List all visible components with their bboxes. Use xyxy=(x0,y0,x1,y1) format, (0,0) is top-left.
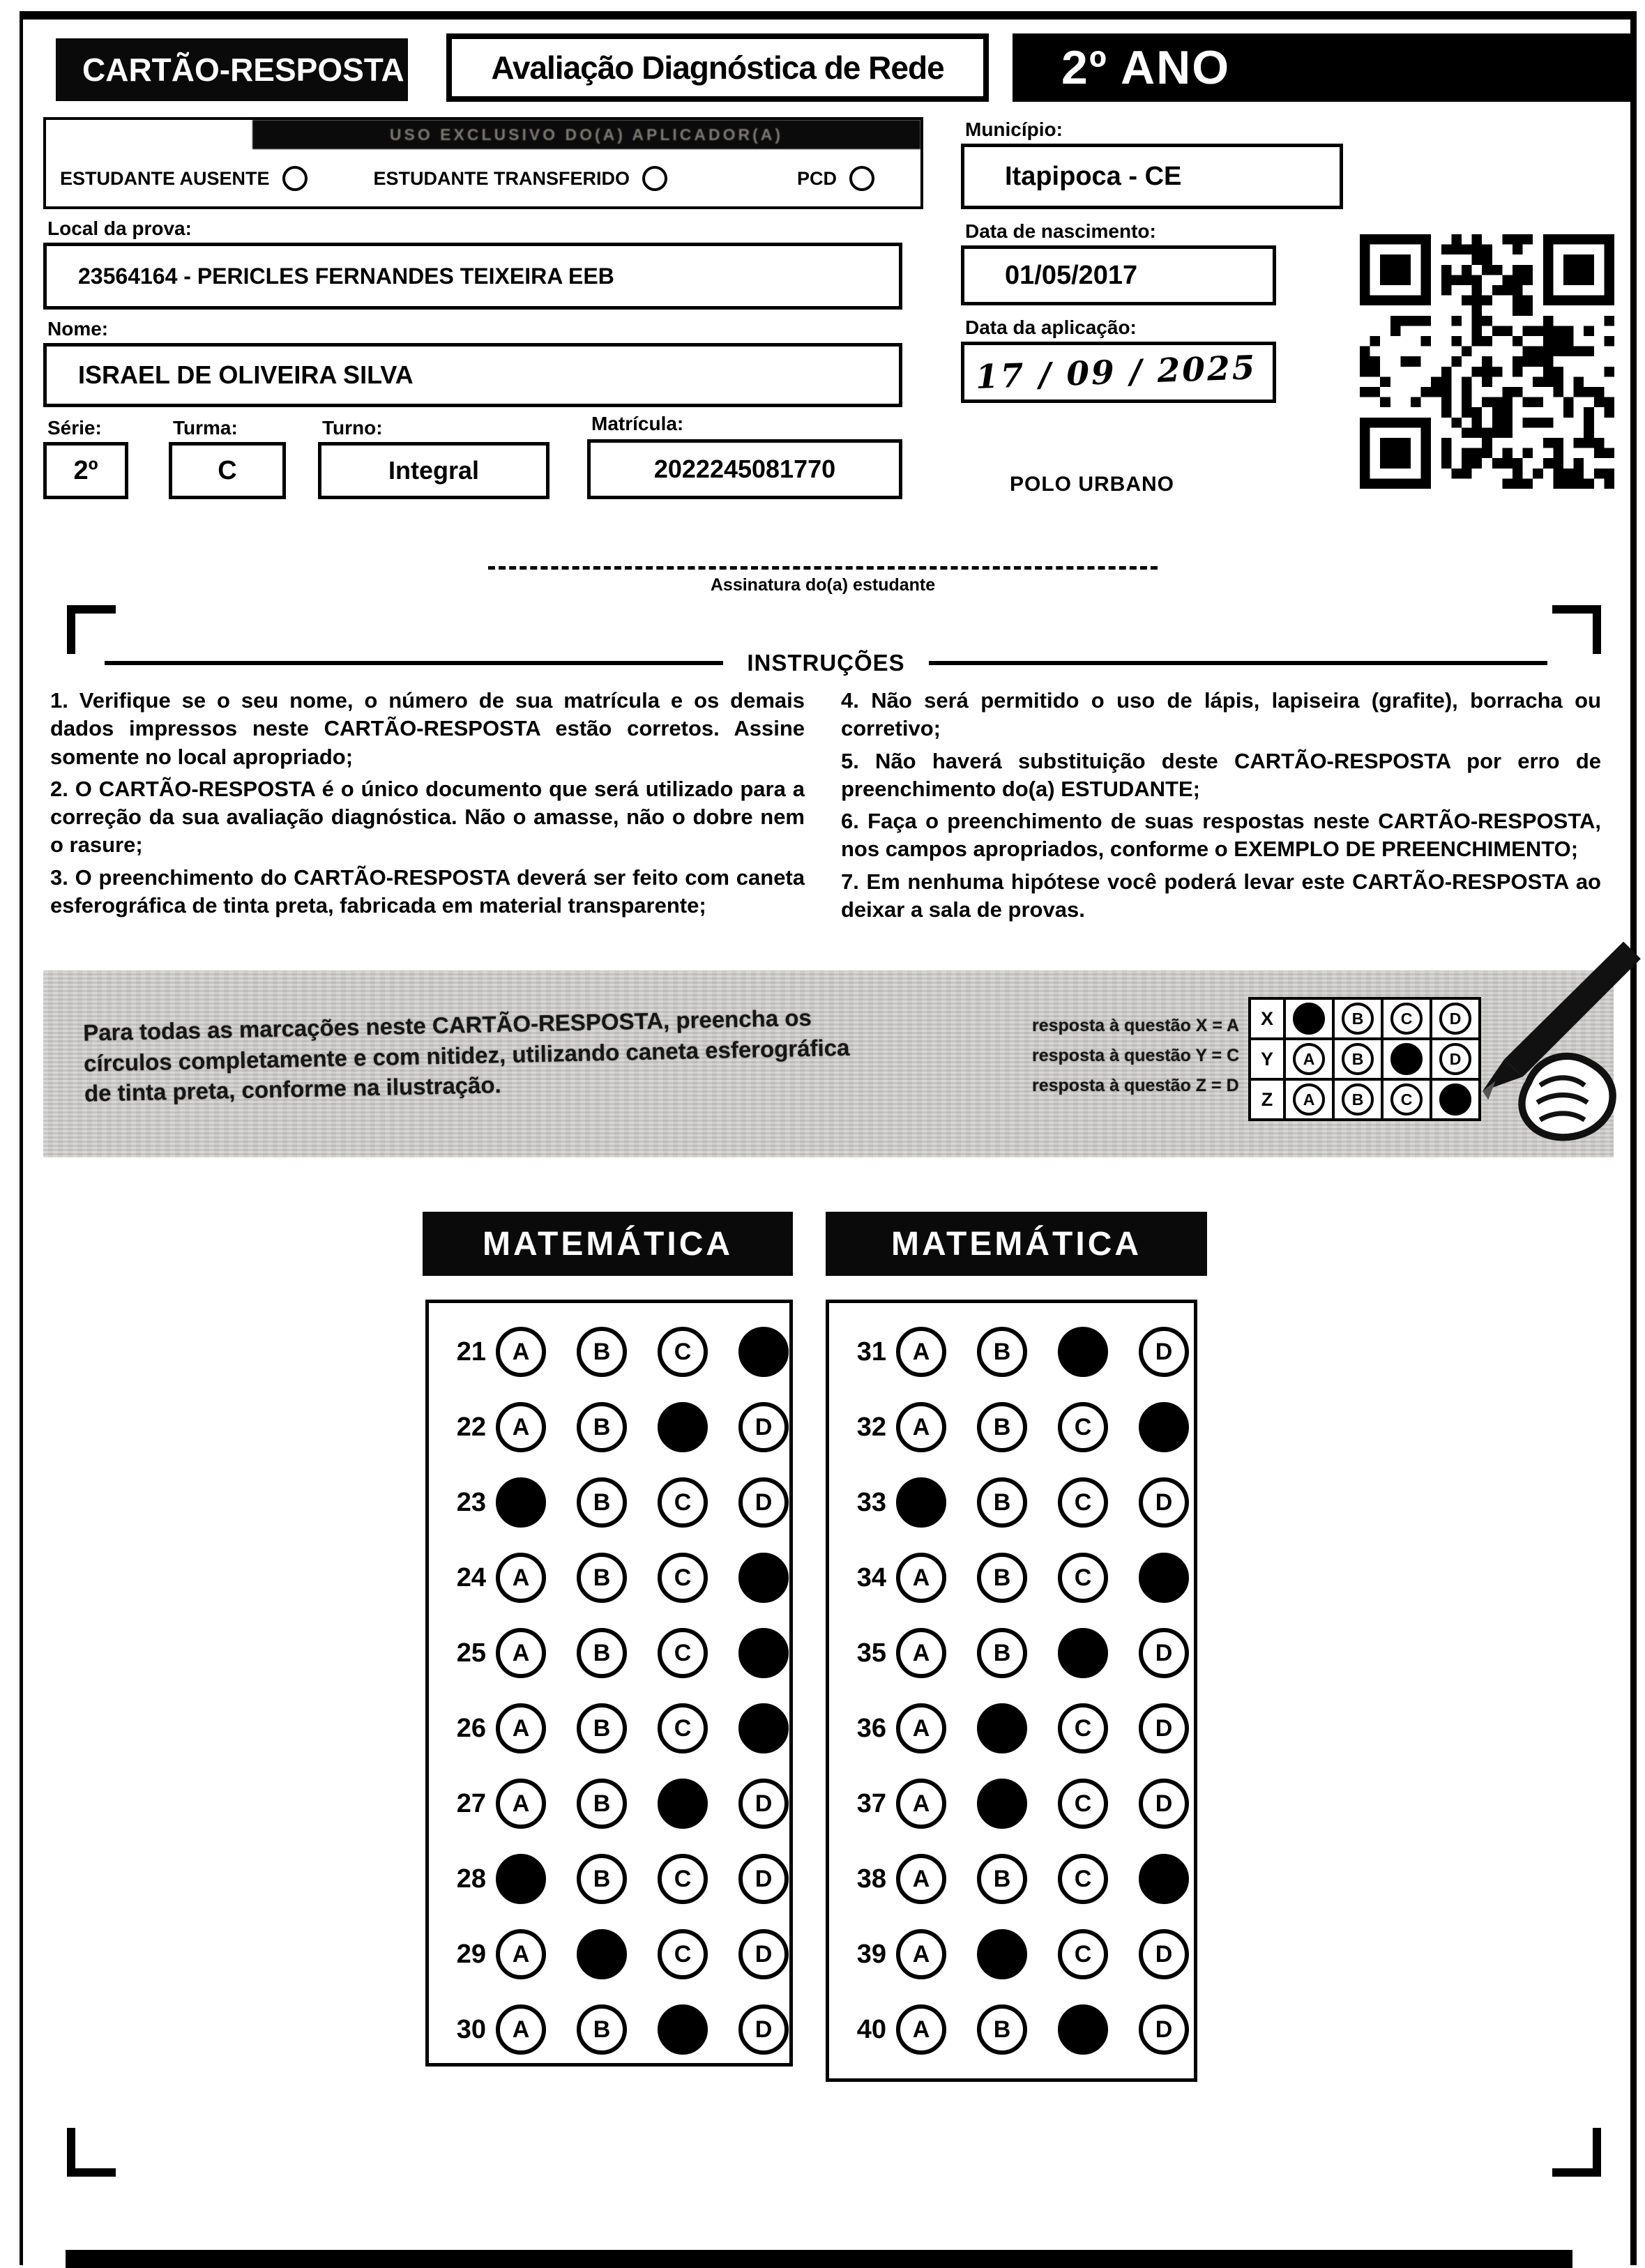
municipio-value: Itapipoca - CE xyxy=(961,144,1343,209)
signature-label: Assinatura do(a) estudante xyxy=(710,575,936,595)
bubble-26-A[interactable]: A xyxy=(496,1703,546,1753)
question-row-36 xyxy=(843,1691,1194,1766)
question-row-31 xyxy=(843,1314,1194,1390)
question-row-30 xyxy=(443,1992,789,2067)
estudante-ausente-bubble[interactable] xyxy=(282,166,308,191)
checkbox-estudante-transferido xyxy=(374,166,668,191)
bubble-24-A[interactable]: A xyxy=(496,1553,546,1603)
bubble-36-B-filled[interactable] xyxy=(977,1703,1027,1753)
example-cell-Y-A xyxy=(1283,1037,1335,1081)
polo-urbano-label: POLO URBANO xyxy=(1010,473,1174,496)
bubble-38-B[interactable]: B xyxy=(977,1854,1027,1904)
question-row-35 xyxy=(843,1615,1194,1691)
municipio-label: Município: xyxy=(965,119,1063,140)
corner-mark-top-left-icon xyxy=(67,605,116,654)
question-row-21 xyxy=(443,1314,789,1390)
question-row-34 xyxy=(843,1540,1194,1615)
nascimento-label: Data de nascimento: xyxy=(965,220,1156,242)
bubble-27-A[interactable]: A xyxy=(496,1779,546,1829)
bubble-21-C[interactable]: C xyxy=(658,1327,708,1377)
instructions-title: INSTRUÇÕES xyxy=(747,650,905,676)
bubble-40-C-filled[interactable] xyxy=(1058,2004,1108,2055)
turma-label: Turma: xyxy=(173,417,238,439)
aplicacao-value[interactable] xyxy=(961,342,1276,403)
question-number-26: 26 xyxy=(456,1713,486,1743)
bubble-34-A[interactable]: A xyxy=(896,1553,946,1603)
bubble-23-C[interactable]: C xyxy=(658,1477,708,1528)
example-cell-Y-B xyxy=(1332,1037,1384,1081)
bubble-30-A[interactable]: A xyxy=(496,2004,546,2055)
question-row-38 xyxy=(843,1841,1194,1917)
bubble-33-D[interactable]: D xyxy=(1139,1477,1189,1528)
instructions-header xyxy=(105,650,1547,676)
serie-label: Série: xyxy=(47,417,102,439)
bubble-25-B[interactable]: B xyxy=(577,1628,627,1678)
bubble-22-B[interactable]: B xyxy=(577,1402,627,1452)
example-text: Para todas as marcações neste CARTÃO-RESPOSTA, preencha os círculos completamente e com nitidez, utilizando caneta esferográfica de tinta preta, conforme na ilustração. xyxy=(82,1004,850,1106)
signature-line xyxy=(488,566,1158,570)
checkbox-estudante-ausente xyxy=(60,166,308,191)
bubble-26-D-filled[interactable] xyxy=(738,1703,789,1753)
bubble-28-D[interactable]: D xyxy=(738,1854,789,1904)
bubble-27-C-filled[interactable] xyxy=(658,1779,708,1829)
question-number-33: 33 xyxy=(856,1487,886,1517)
bubble-33-A-filled[interactable] xyxy=(896,1477,946,1528)
instruction-item: 3. O preenchimento do CARTÃO-RESPOSTA deverá ser feito com caneta esferográfica de tinta preta, fabricada em material transparente; xyxy=(50,865,805,918)
bubble-21-B[interactable]: B xyxy=(577,1327,627,1377)
question-number-23: 23 xyxy=(456,1487,486,1517)
question-row-28 xyxy=(443,1841,789,1917)
bubble-27-D[interactable]: D xyxy=(738,1779,789,1829)
bubble-26-C[interactable]: C xyxy=(658,1703,708,1753)
example-bubble-X-C: C xyxy=(1390,1003,1423,1035)
question-row-25 xyxy=(443,1615,789,1691)
bubble-38-C[interactable]: C xyxy=(1058,1854,1108,1904)
question-number-24: 24 xyxy=(456,1562,486,1592)
example-row-label: X xyxy=(1248,997,1286,1040)
example-legend-y: resposta à questão Y = C xyxy=(1032,1046,1240,1065)
nome-value: ISRAEL DE OLIVEIRA SILVA xyxy=(43,343,902,407)
corner-mark-bottom-right-icon xyxy=(1552,2128,1601,2177)
bubble-35-B[interactable]: B xyxy=(977,1628,1027,1678)
hand-with-pen-icon xyxy=(1413,941,1644,1150)
nascimento-value: 01/05/2017 xyxy=(961,245,1276,305)
question-number-37: 37 xyxy=(856,1788,886,1818)
section-title-matematica-1: MATEMÁTICA xyxy=(423,1212,793,1276)
question-number-30: 30 xyxy=(456,2014,486,2044)
question-row-40 xyxy=(843,1992,1194,2067)
bubble-32-B[interactable]: B xyxy=(977,1402,1027,1452)
bubble-23-B[interactable]: B xyxy=(577,1477,627,1528)
example-bubble-Y-A: A xyxy=(1293,1043,1325,1075)
local-da-prova-label: Local da prova: xyxy=(47,218,192,239)
example-cell-X-A xyxy=(1283,997,1335,1040)
question-number-40: 40 xyxy=(856,2014,886,2044)
bubble-21-D-filled[interactable] xyxy=(738,1327,789,1377)
bubble-31-A[interactable]: A xyxy=(896,1327,946,1377)
bubble-23-D[interactable]: D xyxy=(738,1477,789,1528)
bubble-22-C-filled[interactable] xyxy=(658,1402,708,1452)
checkbox-pcd xyxy=(797,166,874,191)
bubble-22-A[interactable]: A xyxy=(496,1402,546,1452)
bubble-39-C[interactable]: C xyxy=(1058,1929,1108,1979)
question-number-35: 35 xyxy=(856,1638,886,1668)
question-number-34: 34 xyxy=(856,1562,886,1592)
estudante-transferido-bubble[interactable] xyxy=(642,166,667,191)
instructions-column-left xyxy=(50,687,805,924)
handwritten-date: 17 / 09 / 2025 xyxy=(975,348,1258,397)
question-number-36: 36 xyxy=(856,1713,886,1743)
question-number-27: 27 xyxy=(456,1788,486,1818)
example-row-label: Y xyxy=(1248,1037,1286,1081)
checkbox-label-estudante-ausente: ESTUDANTE AUSENTE xyxy=(60,167,270,189)
bubble-27-B[interactable]: B xyxy=(577,1779,627,1829)
example-bubble-Z-B: B xyxy=(1342,1083,1374,1116)
bubble-24-C[interactable]: C xyxy=(658,1553,708,1603)
question-number-32: 32 xyxy=(856,1412,886,1442)
matricula-label: Matrícula: xyxy=(591,413,684,434)
example-bubble-X-B: B xyxy=(1342,1003,1374,1035)
serie-value: 2º xyxy=(43,442,128,499)
example-legend-x: resposta à questão X = A xyxy=(1032,1016,1240,1035)
question-number-38: 38 xyxy=(856,1864,886,1894)
applicator-box xyxy=(43,117,923,209)
bubble-26-B[interactable]: B xyxy=(577,1703,627,1753)
turma-value: C xyxy=(169,442,286,499)
bubble-28-C[interactable]: C xyxy=(658,1854,708,1904)
bubble-36-A[interactable]: A xyxy=(896,1703,946,1753)
question-number-28: 28 xyxy=(456,1864,486,1894)
bubble-28-A-filled[interactable] xyxy=(496,1854,546,1904)
pcd-bubble[interactable] xyxy=(849,166,874,191)
question-row-27 xyxy=(443,1766,789,1841)
bubble-39-B-filled[interactable] xyxy=(977,1929,1027,1979)
bubble-36-D[interactable]: D xyxy=(1139,1703,1189,1753)
bubble-22-D[interactable]: D xyxy=(738,1402,789,1452)
page-subtitle: Avaliação Diagnóstica de Rede xyxy=(446,33,989,102)
question-row-26 xyxy=(443,1691,789,1766)
turno-value: Integral xyxy=(318,442,549,499)
bubble-25-A[interactable]: A xyxy=(496,1628,546,1678)
answer-block-31-40 xyxy=(826,1300,1197,2082)
corner-mark-bottom-left-icon xyxy=(67,2128,116,2177)
example-bubble-Z-C: C xyxy=(1390,1083,1423,1116)
example-bubble-X-D: D xyxy=(1439,1003,1471,1035)
bubble-35-D[interactable]: D xyxy=(1139,1628,1189,1678)
instructions-rule-right xyxy=(929,661,1547,665)
example-cell-Z-B xyxy=(1332,1078,1384,1121)
bubble-40-A[interactable]: A xyxy=(896,2004,946,2055)
question-number-21: 21 xyxy=(456,1337,486,1367)
qr-code xyxy=(1360,234,1614,489)
bubble-37-D[interactable]: D xyxy=(1139,1779,1189,1829)
bubble-29-C[interactable]: C xyxy=(658,1929,708,1979)
bottom-registration-bar xyxy=(66,2250,1572,2268)
example-bubble-Z-A: A xyxy=(1293,1083,1325,1116)
instruction-item: 4. Não será permitido o uso de lápis, lapiseira (grafite), borracha ou corretivo; xyxy=(841,688,1601,741)
checkbox-row xyxy=(60,166,874,191)
bubble-32-A[interactable]: A xyxy=(896,1402,946,1452)
question-row-23 xyxy=(443,1465,789,1540)
instruction-item: 1. Verifique se o seu nome, o número de sua matrícula e os demais dados impressos neste CARTÃO-RESPOSTA estão corretos. Assine somente no local apropriado; xyxy=(50,688,805,769)
local-da-prova-value: 23564164 - PERICLES FERNANDES TEIXEIRA EEB xyxy=(43,243,902,310)
bubble-30-C-filled[interactable] xyxy=(658,2004,708,2055)
bubble-33-B[interactable]: B xyxy=(977,1477,1027,1528)
bubble-39-D[interactable]: D xyxy=(1139,1929,1189,1979)
page-title: CARTÃO-RESPOSTA xyxy=(56,38,408,101)
checkbox-label-pcd: PCD xyxy=(796,167,837,189)
question-number-25: 25 xyxy=(456,1638,486,1668)
question-number-29: 29 xyxy=(456,1939,486,1969)
instructions-rule-left xyxy=(105,661,723,665)
bubble-37-B-filled[interactable] xyxy=(977,1779,1027,1829)
grade-banner: 2º ANO xyxy=(1013,33,1630,102)
question-row-37 xyxy=(843,1766,1194,1841)
bubble-40-D[interactable]: D xyxy=(1139,2004,1189,2055)
bubble-36-C[interactable]: C xyxy=(1058,1703,1108,1753)
example-cell-X-B xyxy=(1332,997,1384,1040)
checkbox-label-estudante-transferido: ESTUDANTE TRANSFERIDO xyxy=(373,167,630,189)
bubble-38-D-filled[interactable] xyxy=(1139,1854,1189,1904)
bubble-24-B[interactable]: B xyxy=(577,1553,627,1603)
instructions-column-right xyxy=(841,687,1601,928)
instruction-item: 6. Faça o preenchimento de suas respostas neste CARTÃO-RESPOSTA, nos campos apropriados, conforme o EXEMPLO DE PREENCHIMENTO; xyxy=(841,809,1601,862)
example-legend-z: resposta à questão Z = D xyxy=(1032,1076,1239,1095)
example-box xyxy=(43,971,1614,1157)
bubble-34-D-filled[interactable] xyxy=(1139,1553,1189,1603)
example-cell-Z-A xyxy=(1283,1078,1335,1121)
bubble-31-B[interactable]: B xyxy=(977,1327,1027,1377)
bubble-30-B[interactable]: B xyxy=(577,2004,627,2055)
question-row-33 xyxy=(843,1465,1194,1540)
bubble-29-B-filled[interactable] xyxy=(577,1929,627,1979)
instruction-item: 7. Em nenhuma hipótese você poderá levar este CARTÃO-RESPOSTA ao deixar a sala de provas. xyxy=(841,869,1601,922)
example-row-label: Z xyxy=(1248,1078,1286,1121)
bubble-37-A[interactable]: A xyxy=(896,1779,946,1829)
example-legend xyxy=(1032,1011,1239,1101)
bubble-31-C-filled[interactable] xyxy=(1058,1327,1108,1377)
bubble-29-A[interactable]: A xyxy=(496,1929,546,1979)
instruction-item: 5. Não haverá substituição deste CARTÃO-RESPOSTA por erro de preenchimento do(a) ESTUDANTE; xyxy=(841,748,1601,801)
question-row-24 xyxy=(443,1540,789,1615)
answer-block-21-30 xyxy=(425,1300,793,2067)
aplicacao-label: Data da aplicação: xyxy=(965,317,1137,338)
turno-label: Turno: xyxy=(322,417,383,439)
bubble-25-D-filled[interactable] xyxy=(738,1628,789,1678)
bubble-40-B[interactable]: B xyxy=(977,2004,1027,2055)
bubble-38-A[interactable]: A xyxy=(896,1854,946,1904)
bubble-39-A[interactable]: A xyxy=(896,1929,946,1979)
bubble-32-D-filled[interactable] xyxy=(1139,1402,1189,1452)
bubble-35-A[interactable]: A xyxy=(896,1628,946,1678)
bubble-31-D[interactable]: D xyxy=(1139,1327,1189,1377)
nome-label: Nome: xyxy=(47,318,109,340)
bubble-35-C-filled[interactable] xyxy=(1058,1628,1108,1678)
bubble-37-C[interactable]: C xyxy=(1058,1779,1108,1829)
question-row-32 xyxy=(843,1390,1194,1465)
question-row-29 xyxy=(443,1917,789,1992)
bubble-24-D-filled[interactable] xyxy=(738,1553,789,1603)
question-number-22: 22 xyxy=(456,1412,486,1442)
applicator-bar: USO EXCLUSIVO DO(A) APLICADOR(A) xyxy=(252,120,920,149)
bubble-23-A-filled[interactable] xyxy=(496,1477,546,1528)
example-bubble-Y-B: B xyxy=(1342,1043,1374,1075)
bubble-29-D[interactable]: D xyxy=(738,1929,789,1979)
question-number-39: 39 xyxy=(856,1939,886,1969)
bubble-33-C[interactable]: C xyxy=(1058,1477,1108,1528)
section-title-matematica-2: MATEMÁTICA xyxy=(826,1212,1207,1276)
question-row-22 xyxy=(443,1390,789,1465)
example-bubble-X-A-filled xyxy=(1293,1003,1325,1035)
matricula-value: 2022245081770 xyxy=(587,439,902,499)
instruction-item: 2. O CARTÃO-RESPOSTA é o único documento que será utilizado para a correção da sua avaliação diagnóstica. Não o amasse, não o dobre nem o rasure; xyxy=(50,776,805,858)
question-row-39 xyxy=(843,1917,1194,1992)
example-bubble-Y-D: D xyxy=(1439,1043,1471,1075)
bubble-32-C[interactable]: C xyxy=(1058,1402,1108,1452)
bubble-34-B[interactable]: B xyxy=(977,1553,1027,1603)
signature-area[interactable] xyxy=(488,566,1158,595)
bubble-25-C[interactable]: C xyxy=(658,1628,708,1678)
bubble-21-A[interactable]: A xyxy=(496,1327,546,1377)
bubble-28-B[interactable]: B xyxy=(577,1854,627,1904)
bubble-30-D[interactable]: D xyxy=(738,2004,789,2055)
corner-mark-top-right-icon xyxy=(1552,605,1601,654)
bubble-34-C[interactable]: C xyxy=(1058,1553,1108,1603)
question-number-31: 31 xyxy=(856,1337,886,1367)
